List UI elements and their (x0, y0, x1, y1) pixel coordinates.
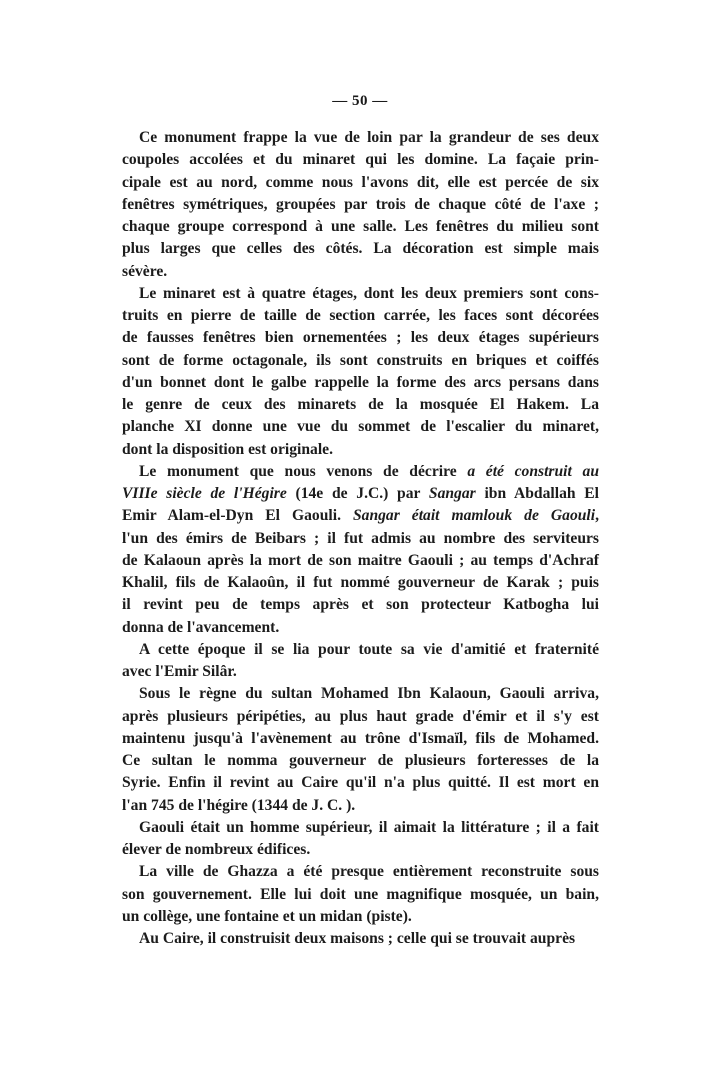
text-line (122, 372, 599, 394)
paragraph (122, 639, 599, 684)
text-segment: dont la disposition est originale. (122, 440, 333, 458)
text-segment: de fausses fenêtres bien ornementées ; les deux étages supérieurs (122, 329, 599, 347)
text-line (122, 772, 599, 794)
text-line (122, 172, 599, 194)
text-line (122, 884, 599, 906)
paragraph (122, 283, 599, 461)
text-segment: Syrie. Enfin il revint au Caire qu'il n'a plus quitté. Il est mort en (122, 774, 599, 792)
text-line (122, 706, 599, 728)
text-segment: A cette époque il se lia pour toute sa vie d'amitié et fraternité (139, 640, 599, 658)
text-line (122, 617, 599, 639)
text-line (122, 505, 599, 527)
text-segment: Sous le règne du sultan Mohamed Ibn Kalaoun, Gaouli arriva, (139, 685, 599, 703)
text-segment: sévère. (122, 262, 168, 280)
text-segment: l'un des émirs de Beibars ; il fut admis au nombre des serviteurs (122, 529, 599, 547)
text-segment: , (595, 507, 599, 525)
text-segment: chaque groupe correspond à une salle. Les fenêtres du milieu sont (122, 218, 599, 235)
text-segment: plus larges que celles des côtés. La décoration est simple mais (122, 240, 599, 258)
text-line (122, 483, 599, 505)
text-line (122, 238, 599, 260)
text-segment: planche XI donne une vue du sommet de l'escalier du minaret, (122, 418, 599, 436)
italic-text: Sangar était mamlouk de Gaouli (352, 507, 596, 525)
text-segment: Emir Alam-el-Dyn El Gaouli. (122, 507, 353, 525)
text-segment: sont de forme octagonale, ils sont construits en briques et coiffés (122, 351, 599, 369)
text-segment: cipale est au nord, comme nous l'avons dit, elle est percée de six (122, 173, 599, 191)
text-segment: son gouvernement. Elle lui doit une magnifique mosquée, un bain, (122, 885, 599, 903)
text-line (122, 594, 599, 616)
text-line (122, 461, 599, 483)
text-line (122, 661, 599, 683)
paragraph (122, 817, 599, 862)
text-segment: Ce monument frappe la vue de loin par la grandeur de ses deux (139, 129, 599, 146)
text-segment: le genre de ceux des minarets de la mosquée El Hakem. La (122, 396, 599, 413)
text-line (122, 795, 599, 817)
text-segment: l'an 745 de l'hégire (1344 de J. C. ). (122, 796, 356, 814)
italic-text: a été construit au (467, 462, 599, 480)
text-line (122, 683, 599, 705)
text-line (122, 906, 599, 928)
text-line (122, 750, 599, 772)
text-segment: truits en pierre de taille de section carrée, les faces sont décorées (122, 307, 599, 324)
text-line (122, 861, 599, 883)
text-segment: Le monument que nous venons de décrire (139, 462, 468, 480)
text-segment: (14e de J.C.) par (286, 485, 429, 502)
text-segment: Au Caire, il construisit deux maisons ; celle qui se trouvait auprès (139, 930, 576, 947)
text-segment: il revint peu de temps après et son protecteur Katbogha lui (122, 596, 599, 614)
text-line (122, 839, 599, 861)
paragraph (122, 861, 599, 928)
text-segment: fenêtres symétriques, groupées par trois de chaque côté de l'axe ; (122, 195, 599, 213)
paragraph (122, 683, 599, 817)
text-line (122, 261, 599, 283)
paragraph (122, 127, 599, 283)
text-line (122, 327, 599, 349)
text-line (122, 728, 599, 750)
text-segment: Le minaret est à quatre étages, dont les deux premiers sont cons- (139, 284, 599, 302)
paragraph (122, 928, 599, 950)
text-line (122, 572, 599, 594)
text-segment: La ville de Ghazza a été presque entièrement reconstruite sous (139, 863, 599, 881)
text-line (122, 528, 599, 550)
text-line (122, 550, 599, 572)
text-segment: donna de l'avancement. (122, 618, 280, 636)
text-segment: ibn Abdallah El (475, 485, 599, 502)
text-segment: avec l'Emir Silâr. (122, 663, 237, 680)
text-segment: Ce sultan le nomma gouverneur de plusieurs forteresses de la (122, 752, 599, 769)
italic-text: VIIIe siècle de l'Hégire (122, 485, 287, 502)
text-line (122, 194, 599, 216)
text-line (122, 928, 599, 950)
text-segment: après plusieurs péripéties, au plus haut grade d'émir et il s'y est (122, 707, 599, 725)
text-line (122, 439, 599, 461)
text-segment: maintenu jusqu'à l'avènement au trône d'Ismaïl, fils de Mohamed. (122, 729, 599, 747)
text-segment: d'un bonnet dont le galbe rappelle la forme des arcs persans dans (122, 373, 599, 391)
text-line (122, 127, 599, 149)
body-text (122, 127, 599, 950)
text-line (122, 394, 599, 416)
italic-text: Sangar (428, 485, 476, 502)
text-line (122, 817, 599, 839)
text-line (122, 639, 599, 661)
text-segment: Khalil, fils de Kalaoûn, il fut nommé gouverneur de Karak ; puis (122, 574, 599, 591)
text-segment: un collège, une fontaine et un midan (piste). (122, 907, 412, 925)
text-line (122, 283, 599, 305)
paragraph (122, 461, 599, 639)
text-line (122, 305, 599, 327)
text-line (122, 416, 599, 438)
text-line (122, 216, 599, 238)
text-segment: Gaouli était un homme supérieur, il aimait la littérature ; il a fait (139, 818, 599, 836)
page-number: — 50 — (332, 93, 388, 109)
text-segment: coupoles accolées et du minaret qui les domine. La façaie prin- (122, 151, 599, 169)
text-segment: élever de nombreux édifices. (122, 841, 311, 858)
text-segment: de Kalaoun après la mort de son maitre Gaouli ; au temps d'Achraf (122, 551, 599, 569)
text-line (122, 350, 599, 372)
text-line (122, 149, 599, 171)
